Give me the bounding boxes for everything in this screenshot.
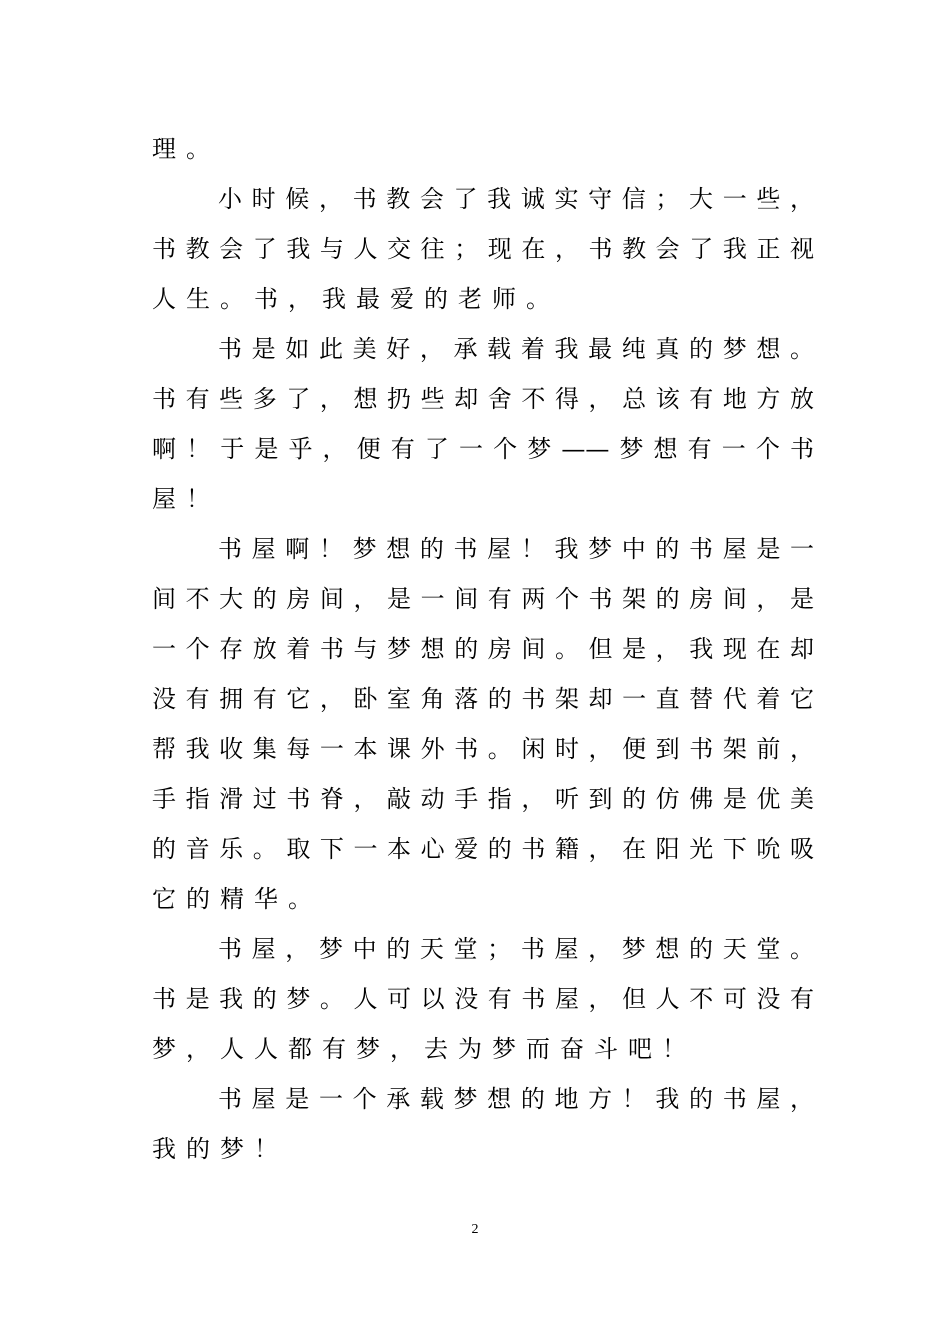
text-line: 书屋是一个承载梦想的地方！我的书屋，: [218, 1085, 814, 1113]
document-body: [152, 124, 814, 1174]
text-line: 我的梦！: [152, 1135, 288, 1163]
text-line: 的音乐。取下一本心爱的书籍，在阳光下吮吸: [152, 835, 814, 863]
text-line: 书教会了我与人交往；现在，书教会了我正视: [152, 235, 814, 263]
text-line: 书屋啊！梦想的书屋！我梦中的书屋是一: [218, 535, 814, 563]
text-line: 手指滑过书脊，敲动手指，听到的仿佛是优美: [152, 785, 814, 813]
text-line: 梦，人人都有梦，去为梦而奋斗吧！: [152, 1035, 696, 1063]
text-line: 书是我的梦。人可以没有书屋，但人不可没有: [152, 985, 814, 1013]
text-line: 小时候，书教会了我诚实守信；大一些，: [218, 185, 814, 213]
text-line: 书屋，梦中的天堂；书屋，梦想的天堂。: [218, 935, 814, 963]
text-line: 屋！: [152, 485, 220, 513]
text-line: 啊！于是乎，便有了一个梦——梦想有一个书: [152, 435, 814, 463]
text-line: 书有些多了，想扔些却舍不得，总该有地方放: [152, 385, 814, 413]
text-line: 它的精华。: [152, 885, 322, 913]
text-line: 书是如此美好，承载着我最纯真的梦想。: [218, 335, 814, 363]
text-line: 没有拥有它，卧室角落的书架却一直替代着它: [152, 685, 814, 713]
text-line: 帮我收集每一本课外书。闲时，便到书架前，: [152, 735, 814, 763]
text-line: 间不大的房间，是一间有两个书架的房间，是: [152, 585, 814, 613]
text-line: 人生。书，我最爱的老师。: [152, 285, 560, 313]
text-line: 一个存放着书与梦想的房间。但是，我现在却: [152, 635, 814, 663]
text-line: 理。: [152, 135, 220, 163]
page-number: 2: [471, 1222, 479, 1237]
